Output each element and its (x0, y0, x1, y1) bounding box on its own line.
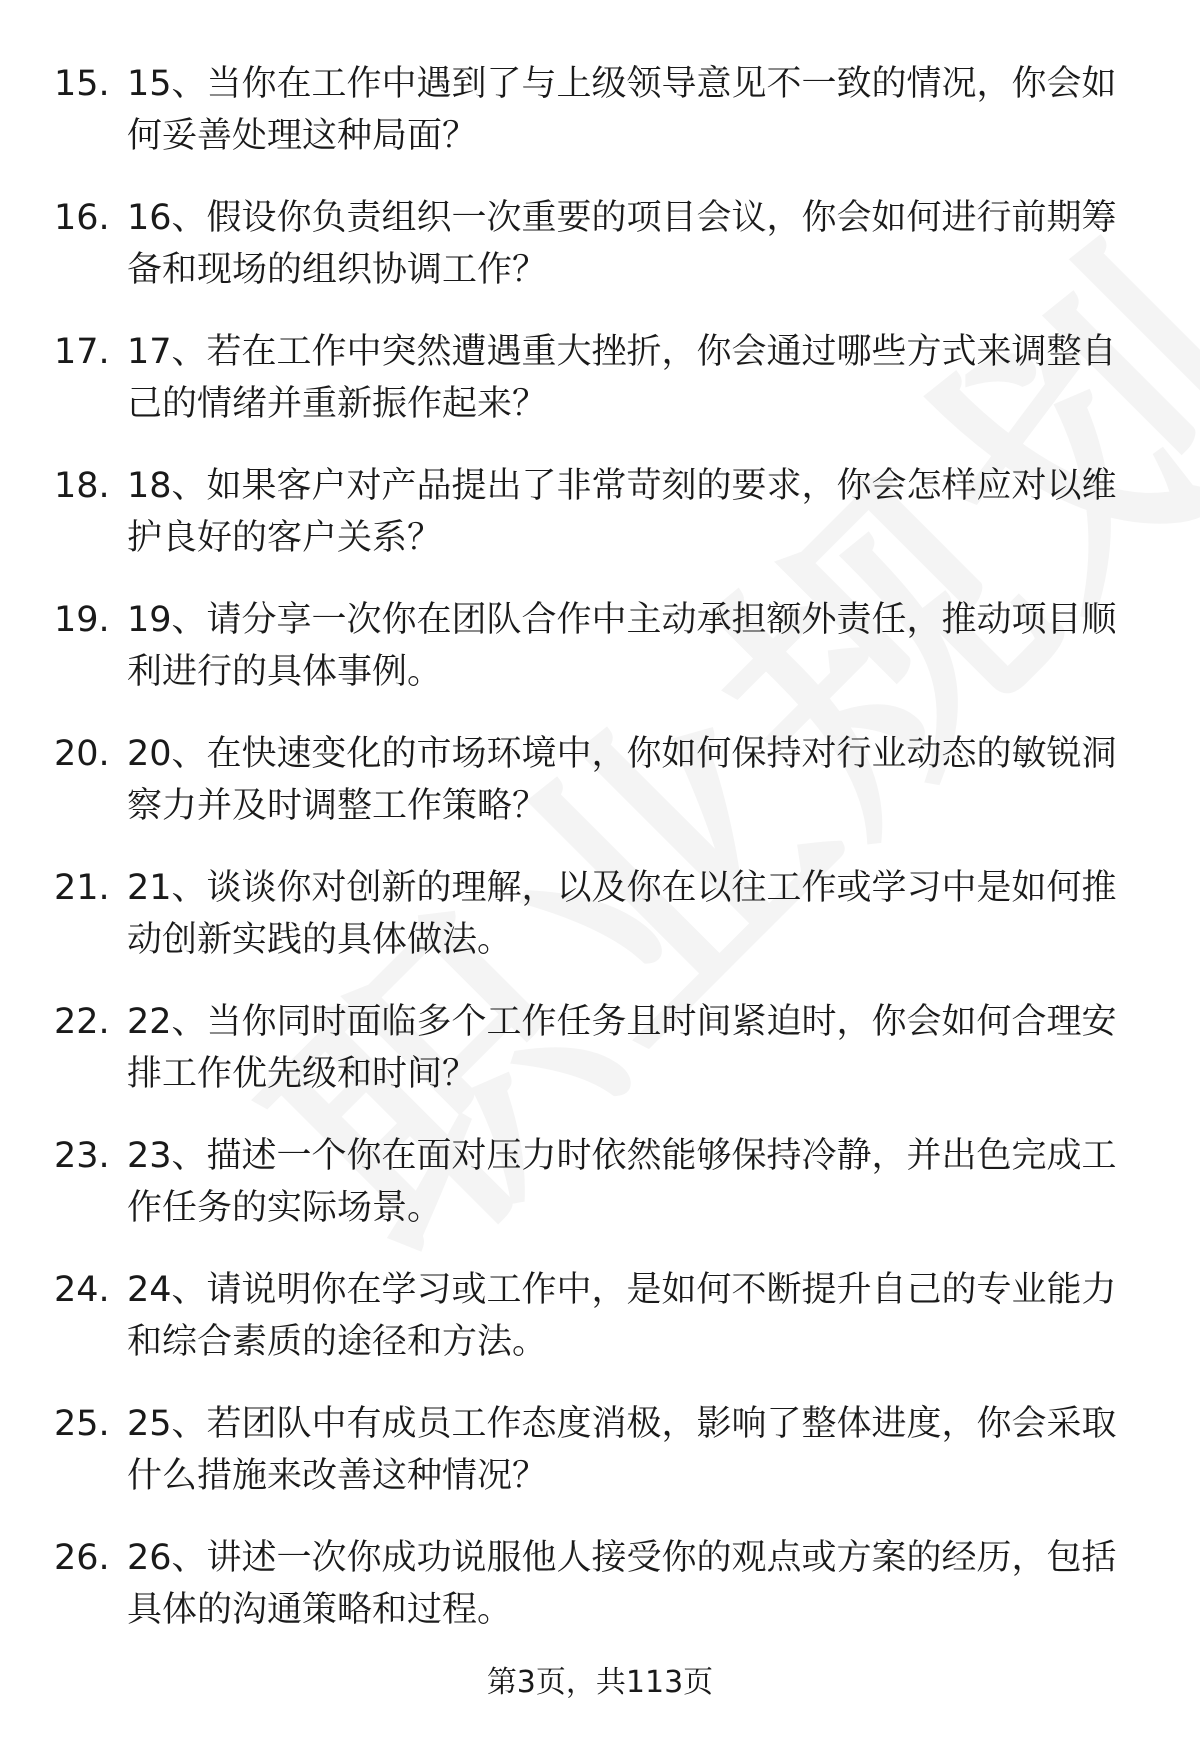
question-item-16 (0, 192, 1200, 326)
question-item-19 (0, 594, 1200, 728)
question-number: 19. (54, 600, 110, 640)
question-text: 24、请说明你在学习或工作中，是如何不断提升自己的专业能力和综合素质的途径和方法。 (127, 1270, 1117, 1362)
question-text: 19、请分享一次你在团队合作中主动承担额外责任，推动项目顺利进行的具体事例。 (127, 600, 1117, 692)
question-text: 25、若团队中有成员工作态度消极，影响了整体进度，你会采取什么措施来改善这种情况？ (127, 1404, 1117, 1496)
question-item-21 (0, 862, 1200, 996)
question-number: 23. (54, 1136, 110, 1176)
question-list (0, 58, 1200, 1666)
question-text: 18、如果客户对产品提出了非常苛刻的要求，你会怎样应对以维护良好的客户关系？ (127, 466, 1117, 558)
question-number: 22. (54, 1002, 110, 1042)
question-item-25 (0, 1398, 1200, 1532)
question-number: 18. (54, 466, 110, 506)
question-text: 16、假设你负责组织一次重要的项目会议，你会如何进行前期筹备和现场的组织协调工作？ (127, 198, 1117, 290)
question-text: 26、讲述一次你成功说服他人接受你的观点或方案的经历，包括具体的沟通策略和过程。 (127, 1538, 1117, 1630)
question-number: 16. (54, 198, 110, 238)
question-item-22 (0, 996, 1200, 1130)
question-text: 17、若在工作中突然遭遇重大挫折，你会通过哪些方式来调整自己的情绪并重新振作起来？ (127, 332, 1117, 424)
question-text: 15、当你在工作中遇到了与上级领导意见不一致的情况，你会如何妥善处理这种局面？ (127, 64, 1117, 156)
question-item-23 (0, 1130, 1200, 1264)
question-item-20 (0, 728, 1200, 862)
page-number-footer: 第3页，共113页 (486, 1665, 714, 1700)
question-item-17 (0, 326, 1200, 460)
question-number: 21. (54, 868, 110, 908)
question-number: 26. (54, 1538, 110, 1578)
question-item-24 (0, 1264, 1200, 1398)
question-number: 17. (54, 332, 110, 372)
question-item-26 (0, 1532, 1200, 1666)
question-number: 15. (54, 64, 110, 104)
question-text: 20、在快速变化的市场环境中，你如何保持对行业动态的敏锐洞察力并及时调整工作策略？ (127, 734, 1117, 826)
question-number: 25. (54, 1404, 110, 1444)
question-text: 23、描述一个你在面对压力时依然能够保持冷静，并出色完成工作任务的实际场景。 (127, 1136, 1117, 1228)
question-item-15 (0, 58, 1200, 192)
question-number: 20. (54, 734, 110, 774)
question-item-18 (0, 460, 1200, 594)
question-text: 22、当你同时面临多个工作任务且时间紧迫时，你会如何合理安排工作优先级和时间？ (127, 1002, 1117, 1094)
question-number: 24. (54, 1270, 110, 1310)
question-text: 21、谈谈你对创新的理解，以及你在以往工作或学习中是如何推动创新实践的具体做法。 (127, 868, 1117, 960)
